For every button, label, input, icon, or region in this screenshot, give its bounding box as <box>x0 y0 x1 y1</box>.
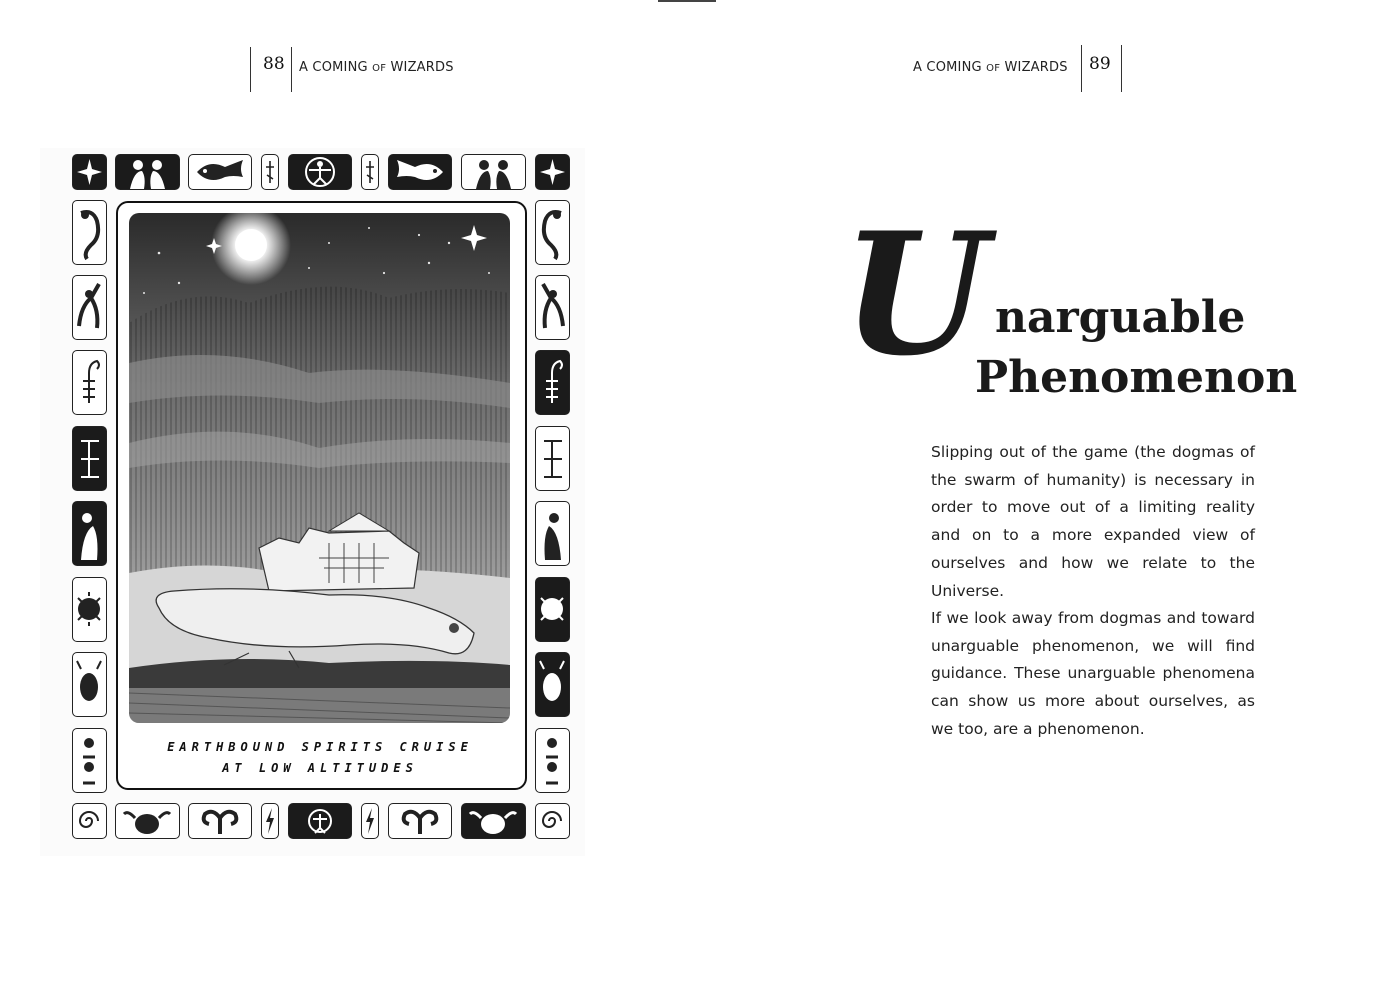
sun-figure-icon <box>288 803 352 839</box>
sagittarius-icon <box>535 275 570 340</box>
body-paragraph-1: Slipping out of the game (the dogmas of the swarm of humanity) is necessary in order to move out of a limiting reality and on to a more expanded view of ourselves and how we relate to the Universe. <box>931 443 1255 600</box>
card-artwork <box>129 213 510 723</box>
taurus-icon <box>461 803 526 839</box>
right-header-rule-right <box>1121 45 1122 92</box>
running-title-small: OF <box>986 63 1001 74</box>
running-title-part: A COMING <box>913 60 987 75</box>
left-header-rule-left <box>250 47 251 92</box>
gemini-icon <box>115 154 180 190</box>
capricorn-icon <box>72 200 107 265</box>
taurus-icon <box>115 803 180 839</box>
right-page-number: 89 <box>1089 54 1111 74</box>
vitruvian-man-icon <box>288 154 352 190</box>
top-crop-mark <box>658 0 716 2</box>
gemini-icon <box>461 154 526 190</box>
libra-icon <box>535 426 570 491</box>
sagittarius-icon <box>72 275 107 340</box>
libra-icon <box>72 426 107 491</box>
pisces-icon <box>188 154 252 190</box>
gemini-icon <box>72 728 107 793</box>
chapter-heading-line2: Phenomenon <box>975 352 1298 403</box>
lightning-icon <box>361 803 379 839</box>
capricorn-icon <box>535 200 570 265</box>
right-running-title <box>913 60 1068 75</box>
scorpio-icon <box>72 350 107 415</box>
right-header-rule-left <box>1081 45 1082 92</box>
star-icon <box>535 154 570 190</box>
left-running-title <box>299 60 454 75</box>
left-page-number: 88 <box>263 54 285 74</box>
aries-icon <box>188 803 252 839</box>
running-title-part: WIZARDS <box>1000 60 1068 75</box>
spiral-icon <box>72 803 107 839</box>
body-paragraph-2: If we look away from dogmas and toward unarguable phenomenon, we will find guidance. These unarguable phenomena can show us more about ourselves, as we too, are a phenomenon. <box>931 609 1255 738</box>
card-caption-line2: AT LOW ALTITUDES <box>222 761 418 775</box>
lightning-icon <box>261 803 279 839</box>
aries-icon <box>388 803 452 839</box>
leo-icon <box>535 577 570 642</box>
gemini-icon <box>535 728 570 793</box>
virgo-icon <box>72 501 107 566</box>
chapter-heading-line1: narguable <box>995 292 1246 343</box>
running-title-small: OF <box>372 63 387 74</box>
running-title-part: A COMING <box>299 60 373 75</box>
card-caption-line1: EARTHBOUND SPIRITS CRUISE <box>167 740 473 754</box>
spiral-icon <box>535 803 570 839</box>
rune-icon <box>361 154 379 190</box>
drop-cap: U <box>842 195 989 393</box>
running-title-part: WIZARDS <box>386 60 454 75</box>
virgo-icon <box>535 501 570 566</box>
leo-icon <box>72 577 107 642</box>
pisces-icon <box>388 154 452 190</box>
star-icon <box>72 154 107 190</box>
scorpio-icon <box>535 350 570 415</box>
left-header-rule-right <box>291 47 292 92</box>
cancer-icon <box>72 652 107 717</box>
cancer-icon <box>535 652 570 717</box>
rune-icon <box>261 154 279 190</box>
